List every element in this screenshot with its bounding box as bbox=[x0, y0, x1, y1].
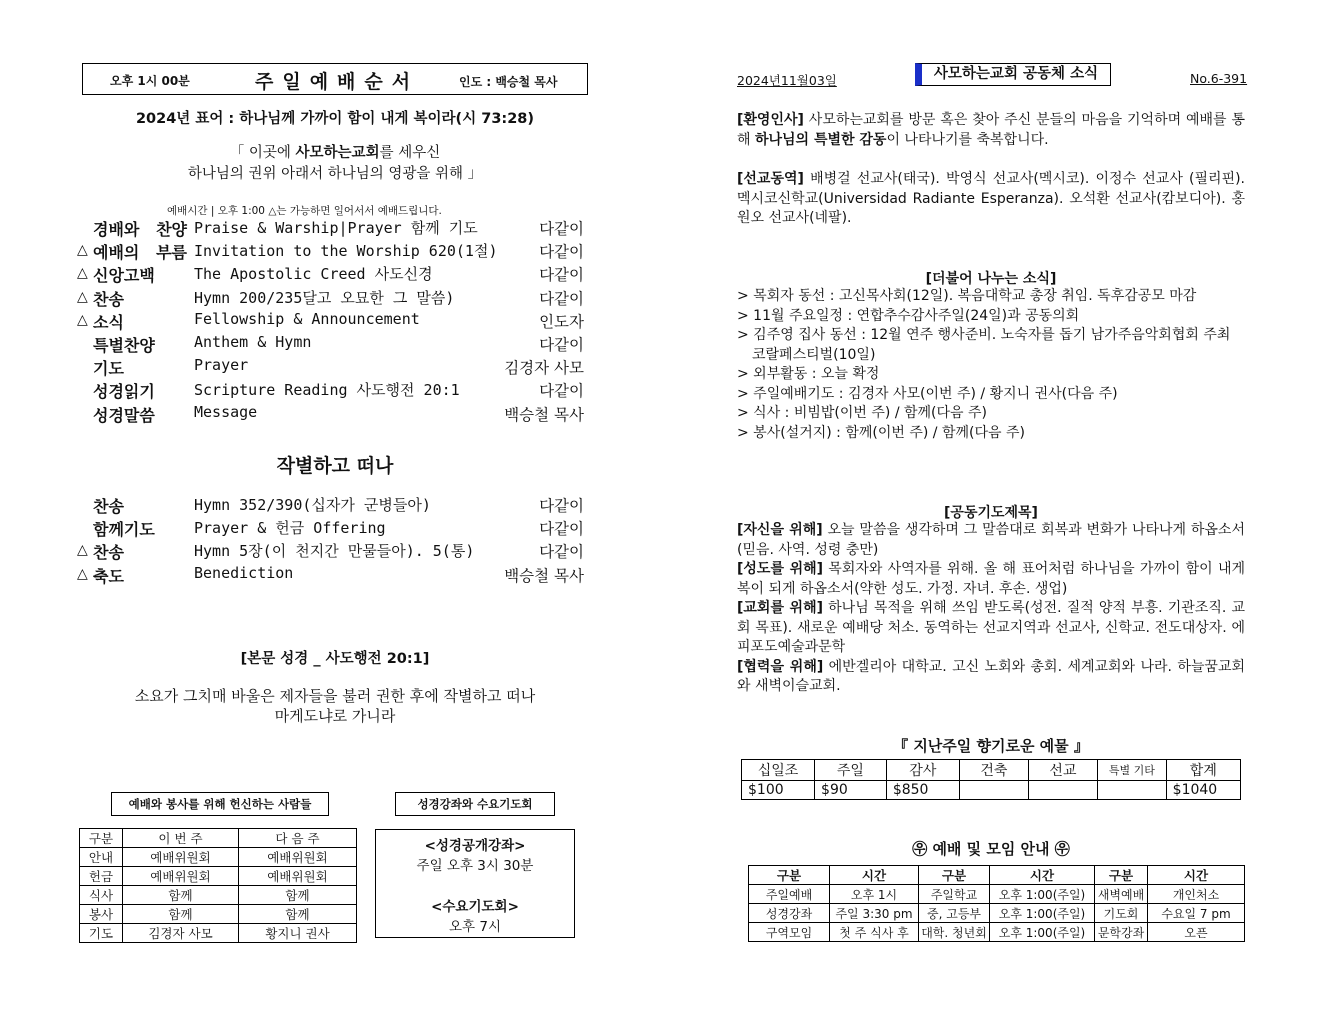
order-item-leader: 다같이 bbox=[539, 266, 584, 285]
order-item-detail: Invitation to the Worship 620(1절) bbox=[194, 242, 498, 261]
prayer-item bbox=[737, 560, 1245, 599]
order-item-name: 찬송 bbox=[93, 543, 124, 563]
bulletin-date: 2024년11월03일 bbox=[737, 73, 837, 88]
table-row bbox=[80, 886, 357, 905]
order-item-leader: 다같이 bbox=[539, 289, 584, 308]
mission-paragraph bbox=[737, 170, 1245, 229]
prayer-label: [자신을 위해] bbox=[737, 522, 823, 538]
study-box bbox=[375, 829, 575, 938]
order-item-detail: Scripture Reading 사도행전 20:1 bbox=[194, 381, 460, 400]
order-item-leader: 다같이 bbox=[539, 243, 584, 262]
order-item-leader: 다같이 bbox=[539, 382, 584, 401]
meeting-header: 구분 bbox=[919, 866, 990, 885]
table-row bbox=[742, 760, 1241, 781]
standing-mark-icon: △ bbox=[77, 311, 88, 328]
intro-pre: 「 이곳에 bbox=[229, 145, 296, 161]
service-time: 오후 1시 00분 bbox=[110, 74, 190, 88]
serve-cell: 함께 bbox=[239, 886, 357, 905]
offering-value bbox=[959, 781, 1028, 800]
order-item-detail: The Apostolic Creed 사도신경 bbox=[194, 265, 433, 284]
table-row bbox=[80, 829, 357, 848]
serve-cell: 식사 bbox=[80, 886, 123, 905]
news-item: > 봉사(설거지) : 함께(이번 주) / 함께(다음 주) bbox=[737, 424, 1025, 441]
offering-value bbox=[1098, 781, 1167, 800]
offering-title: 『 지난주일 향기로운 예물 』 bbox=[893, 737, 1089, 755]
prayer-item bbox=[737, 658, 1245, 697]
serve-table bbox=[79, 828, 357, 943]
serve-cell: 헌금 bbox=[80, 867, 123, 886]
prayer-label: [협력을 위해] bbox=[737, 658, 824, 675]
standing-mark-icon: △ bbox=[77, 565, 88, 582]
prayer-label: [성도를 위해] bbox=[737, 561, 824, 577]
serve-header-cell: 다 음 주 bbox=[239, 829, 357, 848]
welcome-text: 사모하는교회를 방문 혹은 찾아 주신 분들의 마음을 기억하며 예배를 통해 bbox=[737, 112, 1245, 148]
serve-cell: 예배위원회 bbox=[239, 848, 357, 867]
order-item-detail: Hymn 5장(이 천지간 만물들아). 5(통) bbox=[194, 542, 475, 561]
welcome-bold: 하나님의 특별한 감동 bbox=[754, 131, 887, 148]
meeting-cell: 주일학교 bbox=[919, 885, 990, 904]
news-item: > 목회자 동선 : 고신목사회(12일). 복음대학교 총장 취임. 독후감공모 마감 bbox=[737, 288, 1197, 304]
meeting-header: 구분 bbox=[1095, 866, 1148, 885]
order-item-leader: 다같이 bbox=[539, 497, 584, 515]
study-title: 성경강좌와 수요기도회 bbox=[395, 792, 555, 816]
standing-mark-icon: △ bbox=[77, 242, 88, 259]
meeting-cell: 중, 고등부 bbox=[919, 904, 990, 923]
meeting-cell: 첫 주 식사 후 bbox=[830, 923, 919, 942]
meeting-cell: 성경강좌 bbox=[749, 904, 830, 923]
news-title: 사모하는교회 공동체 소식 bbox=[915, 63, 1111, 86]
meeting-header: 시간 bbox=[1148, 866, 1245, 885]
table-row bbox=[749, 923, 1245, 942]
meeting-cell: 수요일 7 pm bbox=[1148, 904, 1245, 923]
meeting-cell: 오후 1:00(주일) bbox=[990, 885, 1095, 904]
prayer-text: 오늘 말씀을 생각하며 그 말씀대로 회복과 변화가 나타나게 하옵소서(믿음. 사역. 성령 충만) bbox=[737, 522, 1245, 558]
order-item-name: 소식 bbox=[93, 312, 124, 332]
offering-value: $1040 bbox=[1166, 781, 1240, 800]
order-item-detail: Benediction bbox=[194, 563, 294, 582]
offering-header: 주일 bbox=[815, 760, 887, 781]
meeting-cell: 대학. 청년회 bbox=[919, 923, 990, 942]
order-item-name: 특별찬양 bbox=[93, 336, 155, 355]
offering-header: 십일조 bbox=[742, 760, 815, 781]
order-item-name: 예배의 부름 bbox=[93, 243, 187, 263]
offering-header: 합계 bbox=[1166, 760, 1240, 781]
serve-cell: 함께 bbox=[123, 886, 239, 905]
order-item-name: 기도 bbox=[93, 359, 124, 379]
order-item-detail: Fellowship & Announcement bbox=[194, 309, 420, 328]
order-item-detail: Anthem & Hymn bbox=[194, 333, 312, 351]
serve-cell: 봉사 bbox=[80, 905, 123, 924]
order-item bbox=[77, 379, 584, 402]
table-row bbox=[80, 924, 357, 943]
serve-cell: 김경자 사모 bbox=[123, 924, 239, 943]
prayer-text: 에반겔리아 대학교. 고신 노회와 총회. 세계교회와 나라. 하늘꿈교회와 새벽이슬교회. bbox=[737, 658, 1245, 694]
prayer-label: [교회를 위해] bbox=[737, 600, 823, 616]
intro-line-2: 하나님의 권위 아래서 하나님의 영광을 위해 」 bbox=[187, 166, 483, 182]
serve-cell: 기도 bbox=[80, 924, 123, 943]
order-item-name: 찬송 bbox=[93, 289, 124, 309]
order-item bbox=[77, 403, 584, 426]
serve-cell: 예배위원회 bbox=[123, 867, 239, 886]
offering-value: $90 bbox=[815, 781, 887, 800]
bulletin-number: No.6-391 bbox=[1190, 71, 1248, 86]
news-list bbox=[737, 287, 1245, 443]
order-item-leader: 다같이 bbox=[539, 336, 584, 354]
meeting-cell: 구역모임 bbox=[749, 923, 830, 942]
table-row bbox=[742, 781, 1241, 800]
meeting-cell: 문학강좌 bbox=[1095, 923, 1148, 942]
order-item-detail: Prayer bbox=[194, 356, 249, 375]
serve-cell: 함께 bbox=[239, 905, 357, 924]
intro-post: 를 세우신 bbox=[379, 145, 441, 161]
scripture-title: [본문 성경 _ 사도행전 20:1] bbox=[240, 651, 430, 667]
meeting-table bbox=[748, 865, 1245, 942]
intro-text bbox=[82, 143, 588, 185]
order-item-detail: Hymn 200/235달고 오묘한 그 말씀) bbox=[194, 288, 455, 307]
order-item bbox=[77, 540, 584, 563]
order-item-name: 성경읽기 bbox=[93, 382, 155, 402]
offering-value: $850 bbox=[886, 781, 959, 800]
order-item-leader: 인도자 bbox=[539, 312, 584, 331]
wednesday-prayer-title: <수요기도회> bbox=[431, 899, 519, 915]
serve-cell: 예배위원회 bbox=[239, 867, 357, 886]
table-row bbox=[749, 866, 1245, 885]
order-item-name: 성경말씀 bbox=[93, 405, 155, 425]
order-item-detail: Hymn 352/390(십자가 군병들아) bbox=[194, 496, 431, 514]
order-item-leader: 백승철 목사 bbox=[504, 405, 584, 424]
welcome-text-end: 이 나타나기를 축복합니다. bbox=[886, 131, 1049, 148]
serve-header-cell: 이 번 주 bbox=[123, 829, 239, 848]
order-item bbox=[77, 217, 584, 240]
offering-header: 특별 기타 bbox=[1098, 760, 1167, 781]
order-item bbox=[77, 310, 584, 333]
service-time-note: 예배시간 | 오후 1:00 △는 가능하면 일어서서 예배드립니다. bbox=[167, 205, 442, 217]
standing-mark-icon: △ bbox=[77, 288, 88, 305]
order-item-name: 찬송 bbox=[93, 497, 124, 516]
offering-table bbox=[741, 759, 1241, 800]
offering-header: 건축 bbox=[959, 760, 1028, 781]
offering-header: 선교 bbox=[1028, 760, 1097, 781]
order-item-detail: Message bbox=[194, 402, 258, 421]
share-title: [더불어 나누는 소식] bbox=[925, 271, 1057, 287]
study-lecture-title: <성경공개강좌> bbox=[424, 838, 526, 854]
meeting-cell: 주일예배 bbox=[749, 885, 830, 904]
year-motto: 2024년 표어 : 하나님께 가까이 함이 내게 복이라(시 73:28) bbox=[135, 111, 535, 127]
order-header-box bbox=[82, 63, 588, 95]
order-item bbox=[77, 517, 584, 540]
order-item bbox=[77, 263, 584, 286]
wednesday-prayer-time: 오후 7시 bbox=[448, 919, 501, 935]
serve-cell: 예배위원회 bbox=[123, 848, 239, 867]
news-item: > 식사 : 비빔밥(이번 주) / 함께(다음 주) bbox=[737, 405, 987, 421]
table-row bbox=[80, 867, 357, 886]
order-item-leader: 다같이 bbox=[539, 543, 584, 562]
meeting-cell: 주일 3:30 pm bbox=[830, 904, 919, 923]
prayer-text: 하나님 목적을 위해 쓰임 받도록(성전. 질적 양적 부흥. 기관조직. 교회 목표). 새로운 예배당 처소. 동역하는 선교지역과 선교사, 신학교. 전도대상자. 에피포도예술과문학 bbox=[737, 600, 1245, 655]
order-item-name: 경배와 찬양 bbox=[93, 220, 187, 239]
prayer-text: 목회자와 사역자를 위해. 올 해 표어처럼 하나님을 가까이 함이 내게 복이 되게 하옵소서(약한 성도. 가정. 자녀. 후손. 생업) bbox=[737, 561, 1245, 597]
meeting-cell: 기도회 bbox=[1095, 904, 1148, 923]
scripture-line-2: 마게도냐로 가니라 bbox=[274, 707, 396, 725]
meeting-header: 시간 bbox=[990, 866, 1095, 885]
meeting-cell: 개인처소 bbox=[1148, 885, 1245, 904]
mission-text: 배병걸 선교사(태국). 박영식 선교사(멕시코). 이정수 선교사 (필리핀). 멕시코신학교(Universidad Radiante Esperanza). 오석환 선교사(캄보디아). 홍원오 선교사(네팔). bbox=[737, 171, 1245, 226]
offering-value: $100 bbox=[742, 781, 815, 800]
serve-cell: 함께 bbox=[123, 905, 239, 924]
welcome-paragraph bbox=[737, 111, 1245, 150]
church-name: 사모하는교회 bbox=[295, 145, 380, 161]
prayer-item bbox=[737, 521, 1245, 560]
prayer-list bbox=[737, 521, 1245, 697]
order-item bbox=[77, 240, 584, 263]
serve-title: 예배와 봉사를 위해 헌신하는 사람들 bbox=[111, 792, 329, 816]
order-item-leader: 백승철 목사 bbox=[504, 566, 584, 585]
meeting-header: 구분 bbox=[749, 866, 830, 885]
standing-mark-icon: △ bbox=[77, 542, 88, 559]
news-item: > 주일예배기도 : 김경자 사모(이번 주) / 황지니 권사(다음 주) bbox=[737, 385, 1118, 402]
offering-header: 감사 bbox=[886, 760, 959, 781]
farewell-title: 작별하고 떠나 bbox=[276, 455, 394, 477]
study-lecture-time: 주일 오후 3시 30분 bbox=[416, 858, 534, 874]
mission-label: [선교동역] bbox=[737, 171, 804, 187]
welcome-label: [환영인사] bbox=[737, 112, 804, 128]
order-item-detail: Praise & Warship|Prayer 함께 기도 bbox=[194, 219, 478, 237]
service-leader: 인도 : 백승철 목사 bbox=[459, 75, 558, 89]
order-item-detail: Prayer & 헌금 Offering bbox=[194, 519, 386, 538]
serve-cell: 황지니 권사 bbox=[239, 924, 357, 943]
order-item bbox=[77, 494, 584, 517]
meeting-cell: 오후 1:00(주일) bbox=[990, 904, 1095, 923]
meeting-header: 시간 bbox=[830, 866, 919, 885]
prayer-title: [공동기도제목] bbox=[944, 505, 1038, 521]
table-row bbox=[80, 905, 357, 924]
page-title: 주일예배순서 bbox=[255, 71, 420, 93]
news-item: > 김주영 집사 동선 : 12월 연주 행사준비. 노숙자를 돕기 남가주음악회협회 주최 코랄페스티벌(10일) bbox=[737, 327, 1231, 363]
meeting-cell: 오후 1:00(주일) bbox=[990, 923, 1095, 942]
prayer-item bbox=[737, 599, 1245, 658]
table-row bbox=[749, 904, 1245, 923]
standing-mark-icon: △ bbox=[77, 265, 88, 282]
meeting-title: ㉾ 예배 및 모임 안내 ㉾ bbox=[912, 840, 1070, 858]
table-row bbox=[749, 885, 1245, 904]
order-item bbox=[77, 333, 584, 356]
order-item bbox=[77, 564, 584, 587]
offering-value bbox=[1028, 781, 1097, 800]
meeting-cell: 오픈 bbox=[1148, 923, 1245, 942]
order-item-leader: 다같이 bbox=[539, 520, 584, 539]
order-item-leader: 김경자 사모 bbox=[504, 359, 584, 378]
table-row bbox=[80, 848, 357, 867]
scripture-body bbox=[82, 686, 588, 726]
scripture-line-1: 소요가 그치매 바울은 제자들을 불러 권한 후에 작별하고 떠나 bbox=[134, 687, 536, 705]
news-item: > 외부활동 : 오늘 확정 bbox=[737, 366, 880, 382]
serve-cell: 안내 bbox=[80, 848, 123, 867]
order-item bbox=[77, 356, 584, 379]
meeting-cell: 오후 1시 bbox=[830, 885, 919, 904]
news-item: > 11월 주요일정 : 연합추수감사주일(24일)과 공동의회 bbox=[737, 307, 1080, 324]
order-item-name: 축도 bbox=[93, 566, 124, 586]
meeting-cell: 새벽예배 bbox=[1095, 885, 1148, 904]
order-item-name: 함께기도 bbox=[93, 520, 155, 540]
serve-header-cell: 구분 bbox=[80, 829, 123, 848]
order-item-leader: 다같이 bbox=[539, 220, 584, 238]
order-item bbox=[77, 287, 584, 310]
order-item-name: 신앙고백 bbox=[93, 266, 155, 286]
